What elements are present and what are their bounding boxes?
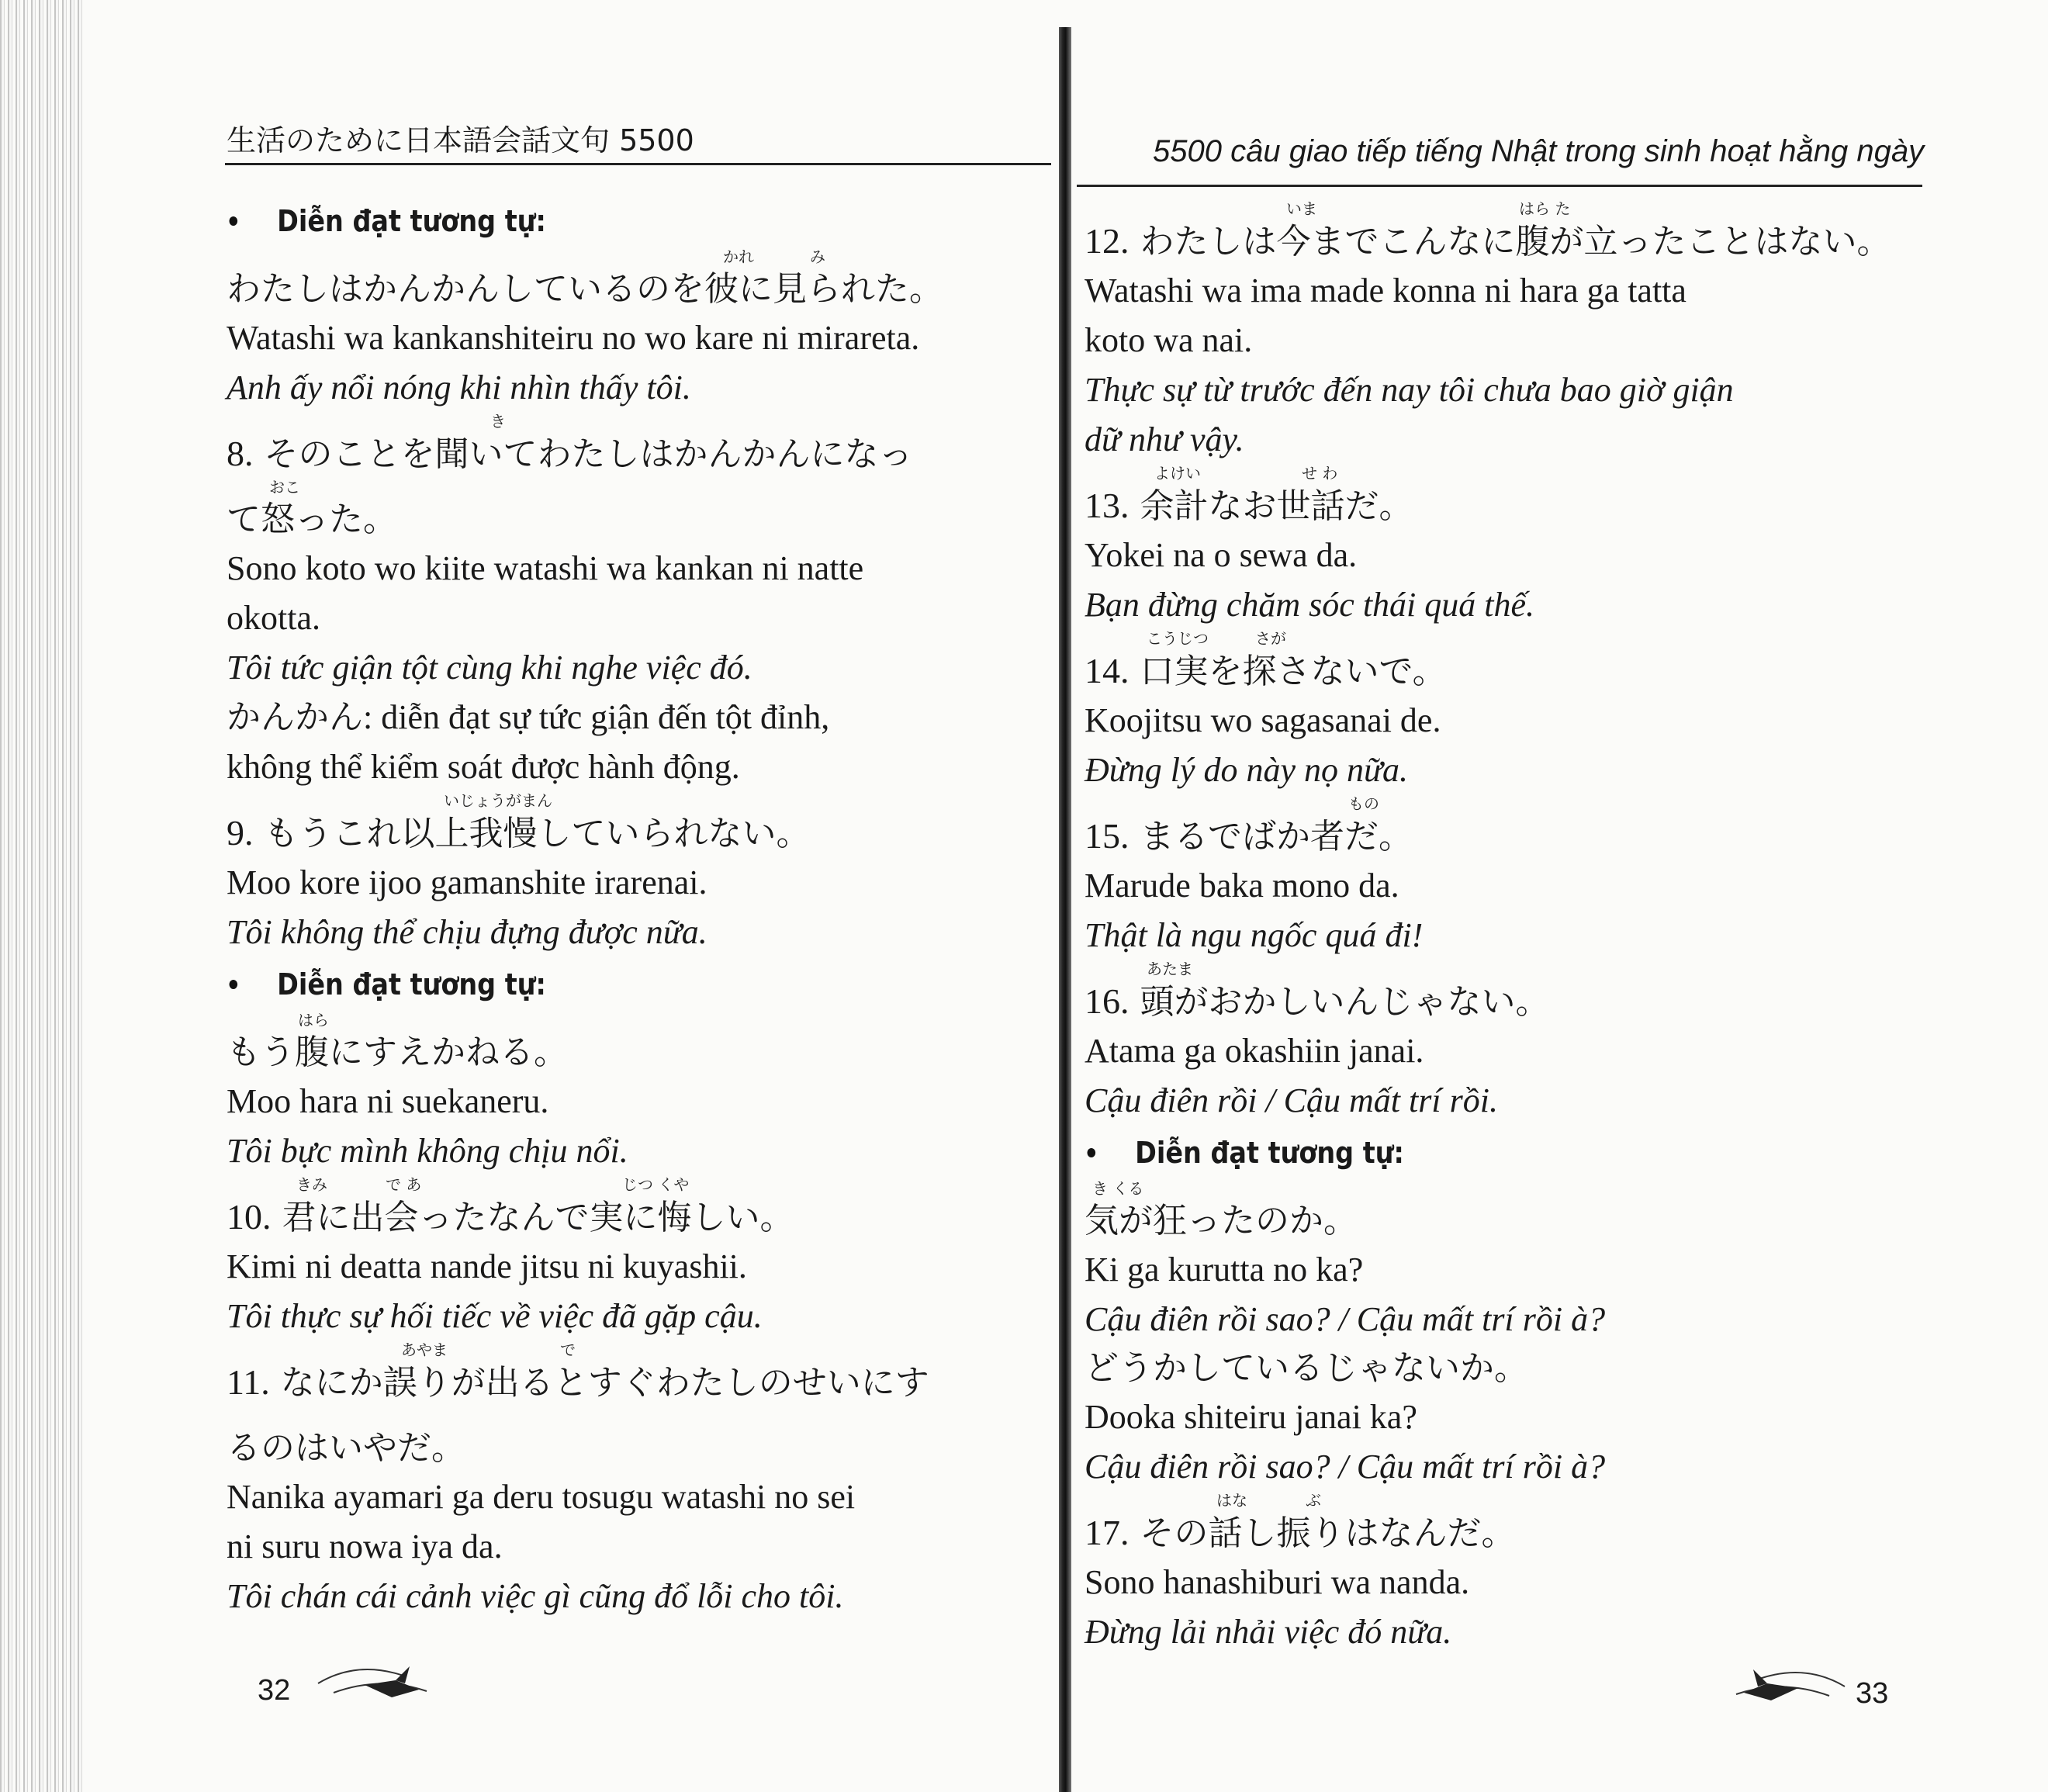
japanese-text: 頭がおかしいんじゃない。 — [1129, 982, 1550, 1022]
furigana-reading: おこ — [269, 478, 300, 496]
page-number: 32 — [258, 1674, 291, 1707]
japanese-sentence — [227, 1407, 1060, 1472]
furigana-reading: きみ — [296, 1175, 327, 1194]
japanese-text: 君に出会ったなんで実に悔しい。 — [271, 1198, 794, 1237]
sentence-number: 11. — [227, 1362, 270, 1402]
furigana-reading: こうじつ — [1147, 629, 1209, 648]
japanese-sentence — [1085, 960, 1930, 1026]
furigana-reading: あやま — [401, 1341, 448, 1359]
right-page — [1069, 0, 2048, 1792]
heading-text: Diễn đạt tương tự: — [1135, 1136, 1404, 1170]
romaji-line: Nanika ayamari ga deru tosugu watashi no sei — [227, 1478, 856, 1516]
japanese-sentence — [227, 792, 1060, 858]
note-line: không thể kiểm soát được hành động. — [227, 748, 740, 786]
romaji-line: Sono hanashiburi wa nanda. — [1085, 1563, 1470, 1601]
romaji-line: Watashi wa kankanshiteiru no wo kare ni mirareta. — [227, 319, 920, 357]
furigana-reading: せ わ — [1302, 464, 1338, 483]
japanese-text: 口実を探さないで。 — [1129, 652, 1447, 691]
romaji-line: Ki ga kurutta no ka? — [1085, 1251, 1364, 1289]
sentence-number: 8. — [227, 434, 254, 473]
head-rule — [225, 163, 1051, 165]
japanese-sentence — [1085, 630, 1930, 696]
head-rule — [1077, 185, 1922, 187]
vietnamese-translation: Thật là ngu ngốc quá đi! — [1085, 916, 1424, 954]
bullet-icon — [230, 216, 238, 226]
sentence-number: 12. — [1085, 221, 1130, 261]
sentence-number: 13. — [1085, 486, 1130, 525]
vietnamese-translation: Cậu điên rồi / Cậu mất trí rồi. — [1085, 1081, 1498, 1119]
japanese-text: もうこれ以上我慢していられない。 — [253, 814, 811, 853]
bird-ornament-icon — [310, 1652, 450, 1714]
heading-text: Diễn đạt tương tự: — [277, 204, 546, 238]
furigana-reading: で あ — [386, 1175, 422, 1194]
furigana-reading: き くる — [1092, 1179, 1144, 1198]
vietnamese-translation: Tôi bực mình không chịu nổi. — [227, 1132, 628, 1170]
japanese-sentence — [227, 479, 1060, 544]
japanese-text: わたしはかんかんしているのを彼に見られた。 — [227, 269, 943, 309]
furigana-reading: もの — [1348, 794, 1379, 813]
furigana-reading: はな — [1216, 1491, 1247, 1510]
romaji-line: Dooka shiteiru janai ka? — [1085, 1398, 1417, 1436]
furigana-reading: はら — [298, 1011, 329, 1029]
romaji-line: Sono koto wo kiite watashi wa kankan ni natte — [227, 549, 864, 587]
japanese-sentence — [1085, 465, 1930, 531]
japanese-text: そのことを聞いてわたしはかんかんになっ — [253, 434, 913, 474]
furigana-reading: さが — [1255, 629, 1286, 648]
furigana-reading: み — [810, 247, 825, 266]
japanese-sentence — [1085, 1492, 1930, 1558]
sentence-number: 17. — [1085, 1513, 1130, 1552]
romaji-line: Yokei na o sewa da. — [1085, 536, 1358, 574]
japanese-text: その話し振りはなんだ。 — [1129, 1514, 1516, 1553]
japanese-sentence — [227, 413, 1060, 479]
vietnamese-translation: Thực sự từ trước đến nay tôi chưa bao giờ giận — [1085, 371, 1734, 409]
furigana-reading: き — [490, 412, 506, 431]
japanese-sentence — [1085, 200, 1930, 266]
japanese-sentence — [1085, 1180, 1930, 1245]
romaji-line: ni suru nowa iya da. — [227, 1527, 503, 1565]
vietnamese-translation: Đừng lý do này nọ nữa. — [1085, 751, 1409, 789]
sentence-number: 16. — [1085, 981, 1130, 1021]
japanese-text: るのはいやだ。 — [227, 1428, 465, 1468]
japanese-text: まるでばか者だ。 — [1129, 817, 1413, 856]
page-number: 33 — [1856, 1677, 1889, 1710]
similar-expression-heading — [227, 194, 960, 248]
vietnamese-translation: Tôi không thể chịu đựng được nữa. — [227, 913, 707, 951]
romaji-line: Marude baka mono da. — [1085, 867, 1399, 905]
furigana-reading: よけい — [1154, 464, 1201, 483]
japanese-text: なにか誤りが出るとすぐわたしのせいにす — [269, 1363, 929, 1403]
romaji-line: okotta. — [227, 599, 320, 637]
vietnamese-translation: Tôi thực sự hối tiếc về việc đã gặp cậu. — [227, 1297, 763, 1335]
japanese-text: て怒った。 — [227, 500, 397, 539]
romaji-line: koto wa nai. — [1085, 321, 1253, 359]
running-head: 生活のために日本語会話文句 5500 — [227, 123, 694, 157]
sentence-number: 10. — [227, 1197, 272, 1237]
heading-text: Diễn đạt tương tự: — [277, 967, 546, 1002]
vietnamese-translation: Tôi tức giận tột cùng khi nghe việc đó. — [227, 649, 752, 687]
sentence-number: 9. — [227, 813, 254, 853]
note-line: かんかん: diễn đạt sự tức giận đến tột đỉnh, — [227, 698, 830, 736]
furigana-reading: はら た — [1519, 199, 1571, 218]
furigana-reading: あたま — [1147, 960, 1193, 978]
similar-expression-heading — [1085, 1126, 1828, 1180]
vietnamese-translation: Cậu điên rồi sao? / Cậu mất trí rồi à? — [1085, 1448, 1606, 1486]
similar-expression-heading — [227, 957, 960, 1012]
vietnamese-translation: dữ như vậy. — [1085, 420, 1244, 458]
japanese-sentence — [227, 248, 1060, 313]
japanese-sentence — [227, 1176, 1060, 1242]
vietnamese-translation: Tôi chán cái cảnh việc gì cũng đổ lỗi cho tôi. — [227, 1577, 844, 1615]
japanese-sentence — [1085, 1344, 1930, 1392]
furigana-reading: いじょうがまん — [444, 791, 552, 810]
romaji-line: Kimi ni deatta nande jitsu ni kuyashii. — [227, 1247, 747, 1285]
japanese-text: どうかしているじゃないか。 — [1085, 1348, 1528, 1388]
vietnamese-translation: Cậu điên rồi sao? / Cậu mất trí rồi à? — [1085, 1300, 1606, 1338]
japanese-text: わたしは今までこんなに腹が立ったことはない。 — [1129, 222, 1891, 261]
furigana-reading: ぶ — [1306, 1491, 1321, 1510]
romaji-line: Moo kore ijoo gamanshite irarenai. — [227, 863, 707, 901]
furigana-reading: じつ くや — [622, 1175, 690, 1194]
vietnamese-translation: Anh ấy nổi nóng khi nhìn thấy tôi. — [227, 368, 691, 406]
japanese-text: もう腹にすえかねる。 — [227, 1033, 568, 1072]
sentence-number: 14. — [1085, 651, 1130, 690]
romaji-line: Moo hara ni suekaneru. — [227, 1082, 549, 1120]
furigana-reading: いま — [1286, 199, 1317, 218]
japanese-sentence — [227, 1012, 1060, 1077]
japanese-sentence — [1085, 795, 1930, 861]
romaji-line: Atama ga okashiin janai. — [1085, 1032, 1424, 1070]
left-column — [227, 194, 1060, 1621]
right-column — [1085, 200, 1930, 1657]
bullet-icon — [230, 980, 238, 989]
running-head: 5500 câu giao tiếp tiếng Nhật trong sinh hoạt hằng ngày — [1153, 134, 1925, 168]
vietnamese-translation: Bạn đừng chăm sóc thái quá thế. — [1085, 586, 1535, 624]
japanese-text: 余計なお世話だ。 — [1129, 486, 1413, 526]
japanese-text: 気が狂ったのか。 — [1085, 1201, 1358, 1240]
romaji-line: Koojitsu wo sagasanai de. — [1085, 701, 1441, 739]
japanese-sentence — [227, 1341, 1060, 1407]
furigana-reading: かれ — [723, 247, 754, 266]
romaji-line: Watashi wa ima made konna ni hara ga tatta — [1085, 272, 1686, 310]
sentence-number: 15. — [1085, 816, 1130, 856]
bullet-icon — [1088, 1148, 1096, 1157]
vietnamese-translation: Đừng lải nhải việc đó nữa. — [1085, 1613, 1452, 1651]
bird-ornament-icon — [1713, 1655, 1853, 1718]
furigana-reading: で — [560, 1341, 576, 1359]
